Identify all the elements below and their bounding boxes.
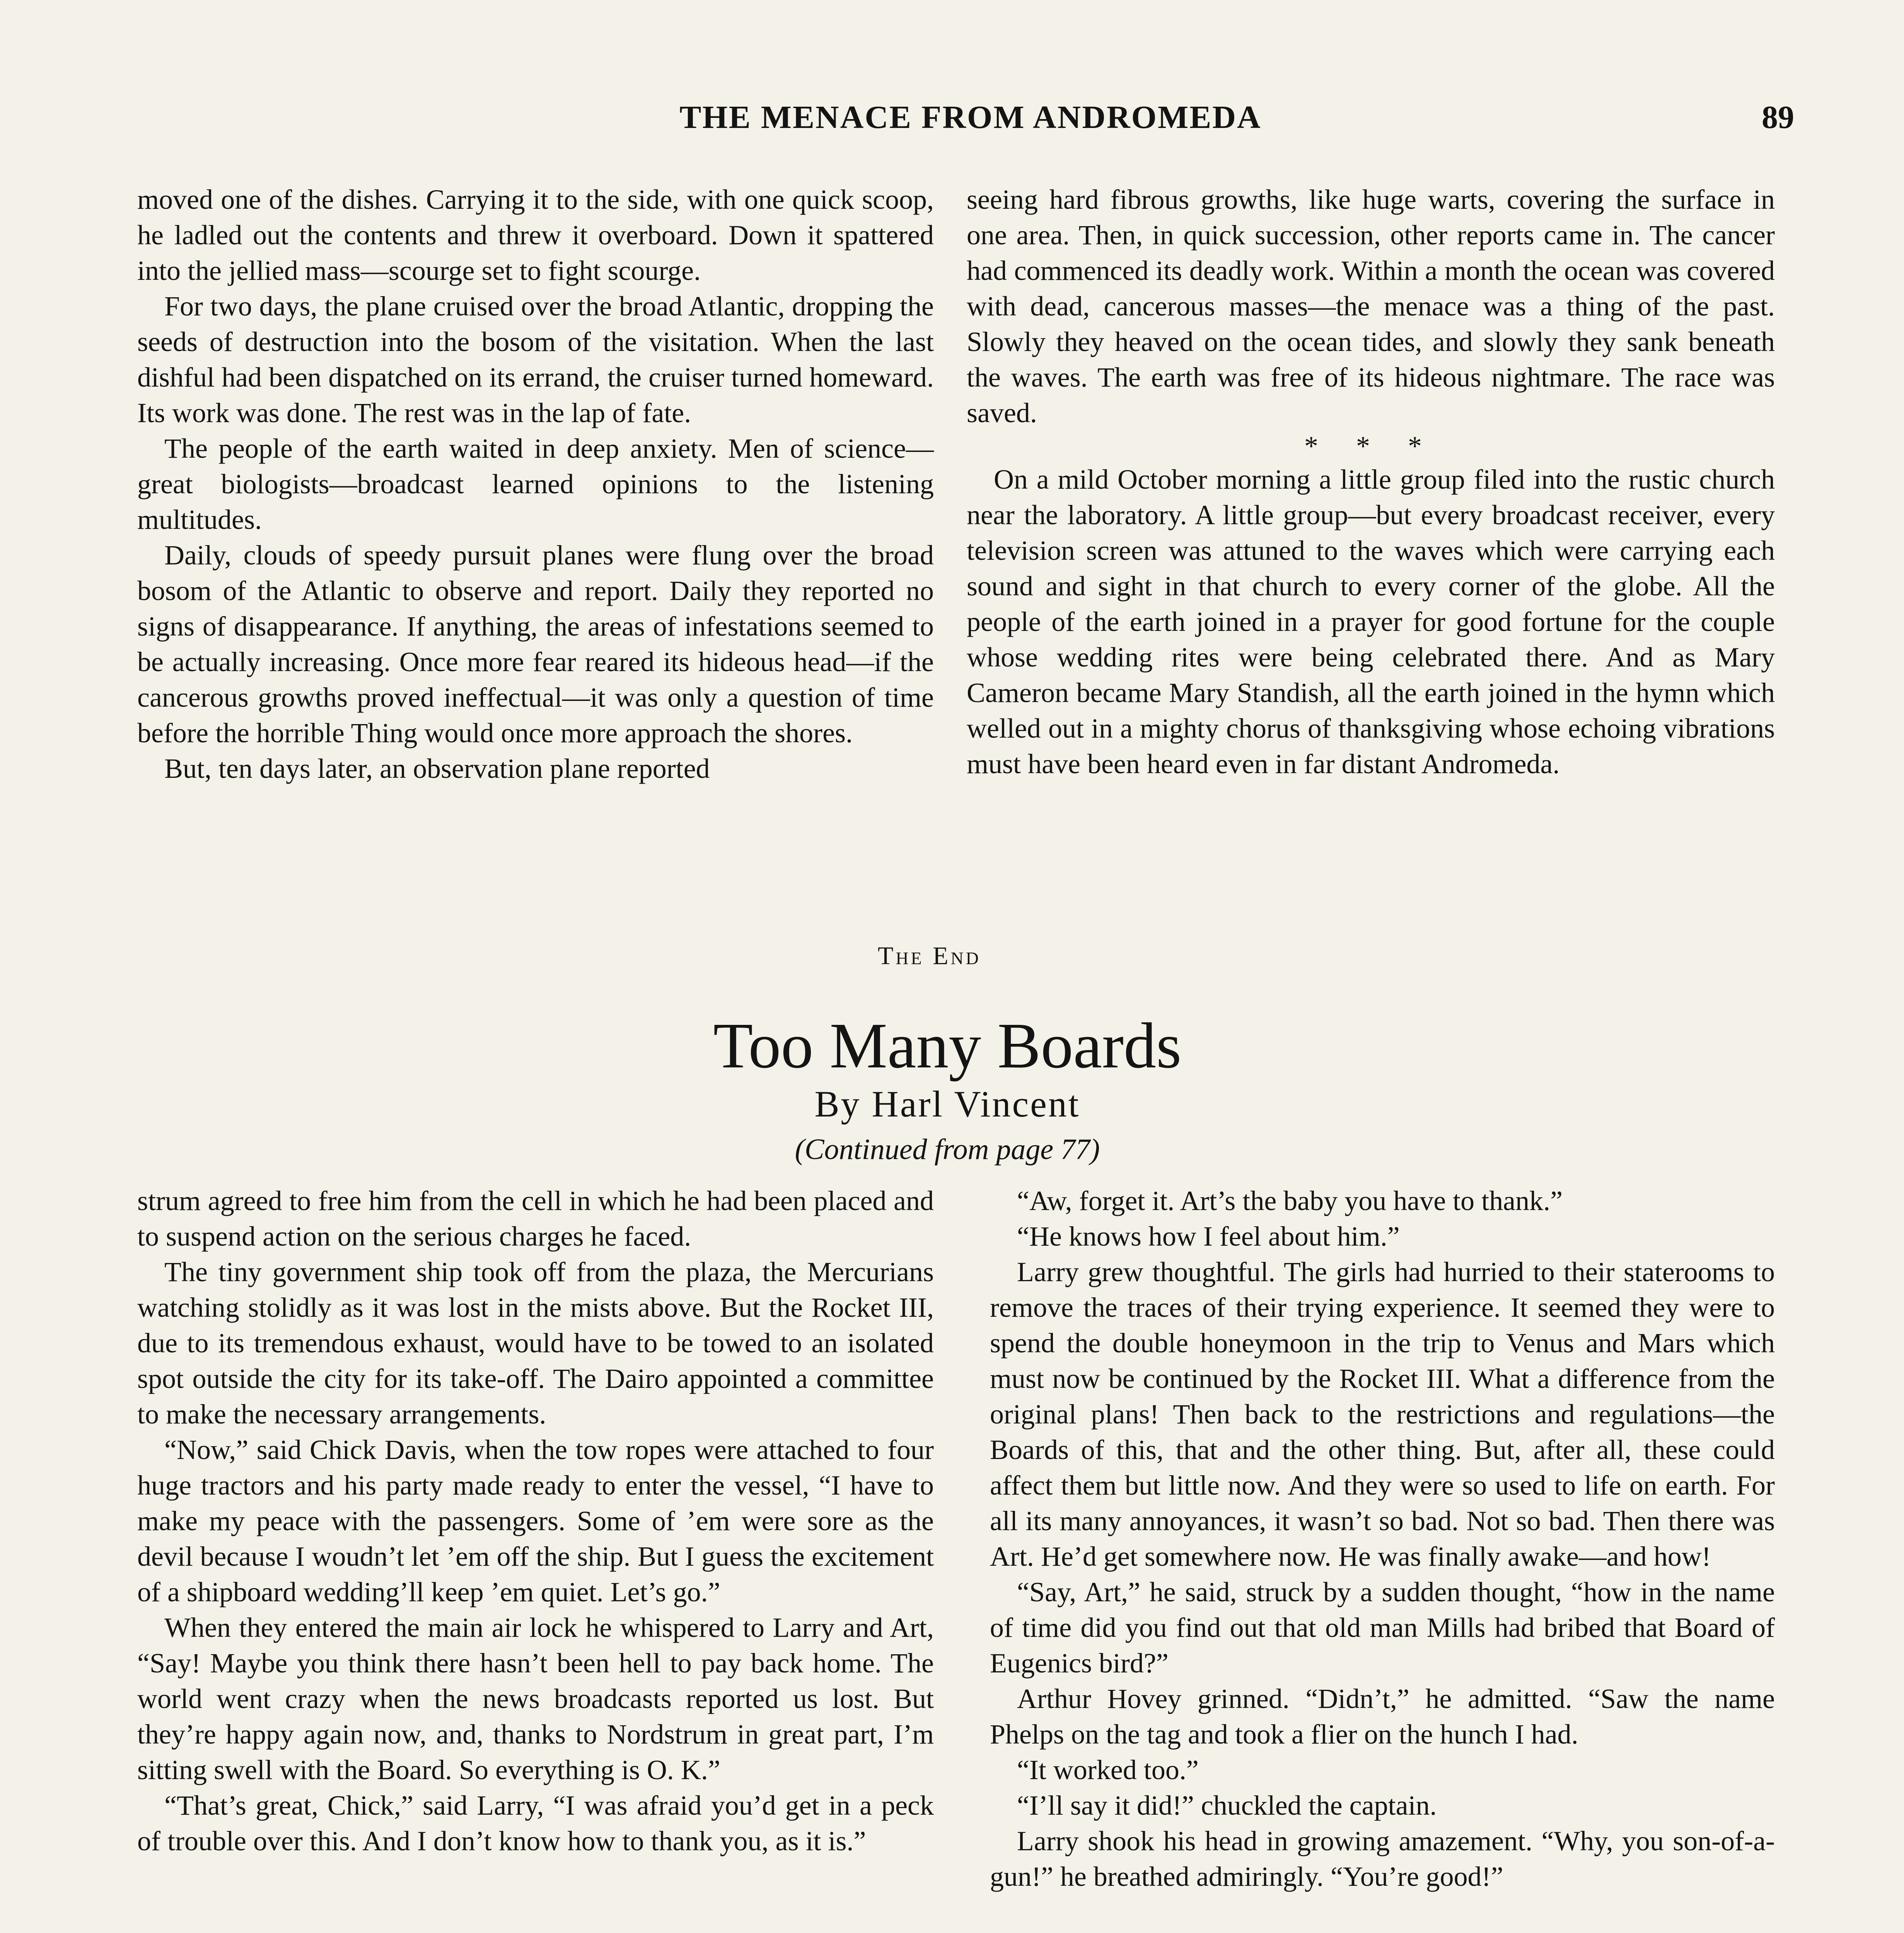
paragraph: The people of the earth waited in deep anxiety. Men of science—great biologists—broadcast learned opinions to the listening multitudes. [137, 433, 934, 535]
paragraph: For two days, the plane cruised over the broad Atlantic, dropping the seeds of destruction into the bosom of the visitation. When the last dishful had been dispatched on its errand, the cruiser turned homeward. Its work was done. The rest was in the lap of fate. [137, 291, 934, 428]
menace-right-column [967, 182, 1775, 782]
paragraph: “Say, Art,” he said, struck by a sudden thought, “how in the name of time did you find out that old man Mills had bribed that Board of Eugenics bird?” [990, 1577, 1775, 1679]
story-byline: By Harl Vincent [814, 1083, 1080, 1125]
paragraph: “Now,” said Chick Davis, when the tow ropes were attached to four huge tractors and his party made ready to enter the vessel, “I have to make my peace with the passengers. Some of ’em were sore as the devil because I woudn’t let ’em off the ship. But I guess the excitement of a shipboard wedding’ll keep ’em quiet. Let’s go.” [137, 1434, 934, 1607]
paragraph: But, ten days later, an observation plane reported [164, 753, 710, 784]
paragraph: When they entered the main air lock he whispered to Larry and Art, “Say! Maybe you think there hasn’t been hell to pay back home. The world went crazy when the news broadcasts reported us lost. But they’re happy again now, and, thanks to Nordstrum in great part, I’m sitting swell with the Board. So everything is O. K.” [137, 1612, 934, 1785]
paragraph: “That’s great, Chick,” said Larry, “I was afraid you’d get in a peck of trouble over this. And I don’t know how to thank you, as it is.” [137, 1790, 934, 1856]
continued-note: (Continued from page 77) [795, 1133, 1100, 1166]
section-break: * * * [1304, 431, 1437, 462]
paragraph: moved one of the dishes. Carrying it to the side, with one quick scoop, he ladled out the contents and threw it overboard. Down it spattered into the jellied mass—scourge set to fight scourge. [137, 184, 934, 286]
menace-left-column [137, 182, 934, 786]
the-end-menace: The End [878, 942, 981, 970]
paragraph: Arthur Hovey grinned. “Didn’t,” he admitted. “Saw the name Phelps on the tag and took a flier on the hunch I had. [990, 1683, 1775, 1750]
paragraph: “Aw, forget it. Art’s the baby you have to thank.” [1017, 1185, 1563, 1216]
story-title: Too Many Boards [713, 1010, 1182, 1082]
paragraph: On a mild October morning a little group filed into the rustic church near the laboratory. A little group—but every broadcast receiver, every television screen was attuned to the waves which were carrying each sound and sight in that church to every corner of the globe. All the people of the earth joined in a prayer for good fortune for the couple whose wedding rites were being celebrated there. And as Mary Cameron became Mary Standish, all the earth joined in the hymn which welled out in a mighty chorus of thanksgiving whose echoing vibrations must have been heard even in far distant Andromeda. [967, 464, 1775, 779]
paragraph: Larry grew thoughtful. The girls had hurried to their staterooms to remove the traces of their trying experience. It seemed they were to spend the double honeymoon in the trip to Venus and Mars which must now be continued by the Rocket III. What a difference from the original plans! Then back to the restrictions and regulations—the Boards of this, that and the other thing. But, after all, these could affect them but little now. And they were so used to life on earth. For all its many annoyances, it wasn’t so bad. Not so bad. Then there was Art. He’d get somewhere now. He was finally awake—and how! [990, 1256, 1775, 1572]
running-head-title: THE MENACE FROM ANDROMEDA [679, 99, 1262, 135]
page-number: 89 [1762, 99, 1794, 135]
paragraph: Daily, clouds of speedy pursuit planes were flung over the broad bosom of the Atlantic to observe and report. Daily they reported no signs of disappearance. If anything, the areas of infestations seemed to be actually increasing. Once more fear reared its hideous head—if the cancerous growths proved ineffectual—it was only a question of time before the horrible Thing would once more approach the shores. [137, 540, 934, 748]
paragraph: The tiny government ship took off from the plaza, the Mercurians watching stolidly as it was lost in the mists above. But the Rocket III, due to its tremendous exhaust, would have to be towed to an isolated spot outside the city for its take-off. The Dairo appointed a committee to make the necessary arrangements. [137, 1256, 934, 1430]
paragraph: “I’ll say it did!” chuckled the captain. [1017, 1790, 1437, 1821]
story-right-column [990, 1183, 1775, 1894]
paragraph: strum agreed to free him from the cell in which he had been placed and to suspend action on the serious charges he faced. [137, 1185, 934, 1252]
paragraph: “He knows how I feel about him.” [1017, 1221, 1400, 1252]
paragraph: seeing hard fibrous growths, like huge warts, covering the surface in one area. Then, in quick succession, other reports came in. The cancer had commenced its deadly work. Within a month the ocean was covered with dead, cancerous masses—the menace was a thing of the past. Slowly they heaved on the ocean tides, and slowly they sank beneath the waves. The earth was free of its hideous nightmare. The race was saved. [967, 184, 1775, 428]
paragraph: Larry shook his head in growing amazement. “Why, you son-of-a-gun!” he breathed admiringly. “You’re good!” [990, 1826, 1775, 1892]
paragraph: “It worked too.” [1017, 1754, 1199, 1785]
story-left-column [137, 1183, 934, 1859]
